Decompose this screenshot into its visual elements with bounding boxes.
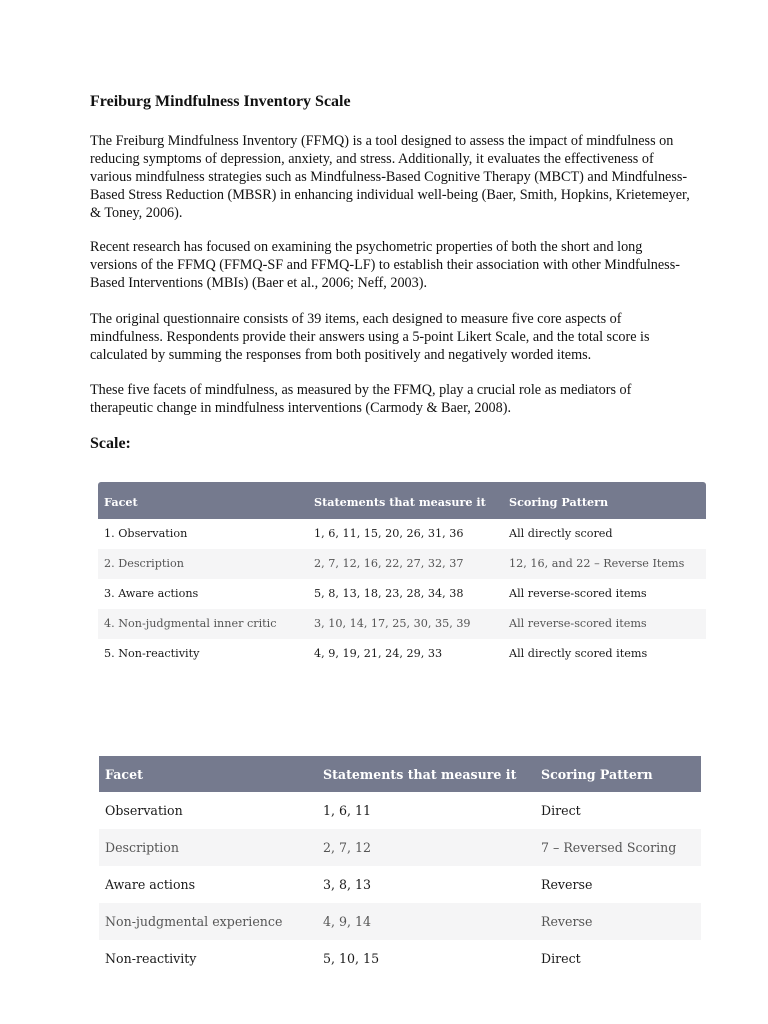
facet-cell: 3. Aware actions: [104, 587, 199, 600]
scale-table-long: [98, 482, 706, 669]
header-scoring: Scoring Pattern: [503, 482, 706, 519]
table-row: [99, 903, 701, 940]
scoring-cell: 7 – Reversed Scoring: [535, 829, 701, 866]
facet-cell: Aware actions: [105, 877, 196, 892]
scoring-cell: All directly scored items: [509, 647, 648, 660]
scoring-cell: All reverse-scored items: [509, 587, 647, 600]
scoring-cell: All reverse-scored items: [503, 609, 706, 639]
scoring-cell: All directly scored: [509, 527, 613, 540]
header-scoring: Scoring Pattern: [535, 756, 701, 792]
scoring-cell: Reverse: [541, 877, 593, 892]
facet-cell: Non-reactivity: [105, 951, 197, 966]
header-facet: Facet: [99, 756, 317, 792]
paragraph-facets: These five facets of mindfulness, as measured by the FFMQ, play a crucial role as mediators of therapeutic change in mindfulness interventions (Carmody & Baer, 2008).: [90, 382, 632, 416]
statements-cell: 5, 10, 15: [323, 951, 380, 966]
table-row: [98, 639, 706, 669]
statements-cell: 1, 6, 11, 15, 20, 26, 31, 36: [314, 527, 464, 540]
table-row: [99, 866, 701, 903]
statements-cell: 4, 9, 14: [317, 903, 535, 940]
scoring-cell: 12, 16, and 22 – Reverse Items: [503, 549, 706, 579]
paragraph-research: Recent research has focused on examining the psychometric properties of both the short and long versions of the FFMQ (FFMQ-SF and FFMQ-LF) to establish their association with other Mindfulness-Based Interventions (MBIs) (Baer et al., 2006; Neff, 2003).: [90, 239, 680, 291]
table-header-row: [98, 482, 706, 519]
header-statements: Statements that measure it: [317, 756, 535, 792]
scale-table-short: [99, 756, 701, 977]
table-row: [99, 940, 701, 977]
statements-cell: 2, 7, 12: [317, 829, 535, 866]
statements-cell: 2, 7, 12, 16, 22, 27, 32, 37: [308, 549, 503, 579]
statements-cell: 1, 6, 11: [323, 803, 372, 818]
table-row: [98, 579, 706, 609]
header-statements: Statements that measure it: [308, 482, 503, 519]
statements-cell: 3, 8, 13: [323, 877, 372, 892]
table-row: [99, 792, 701, 829]
table-row: [98, 519, 706, 549]
table-header-row: [99, 756, 701, 792]
table-row: [98, 549, 706, 579]
table-row: [99, 829, 701, 866]
scoring-cell: Direct: [541, 951, 581, 966]
facet-cell: Non-judgmental experience: [99, 903, 317, 940]
scoring-cell: Reverse: [535, 903, 701, 940]
paragraph-questionnaire: The original questionnaire consists of 39 items, each designed to measure five core aspects of mindfulness. Respondents provide their answers using a 5-point Likert Scale, and the total score is calculated by summing the responses from both positively and negatively worded items.: [90, 311, 650, 363]
statements-cell: 3, 10, 14, 17, 25, 30, 35, 39: [308, 609, 503, 639]
facet-cell: 2. Description: [98, 549, 308, 579]
facet-cell: 1. Observation: [104, 527, 188, 540]
header-facet: Facet: [98, 482, 308, 519]
facet-cell: Description: [99, 829, 317, 866]
statements-cell: 4, 9, 19, 21, 24, 29, 33: [314, 647, 443, 660]
scoring-cell: Direct: [541, 803, 581, 818]
table-row: [98, 609, 706, 639]
facet-cell: 5. Non-reactivity: [104, 647, 200, 660]
page-title: Freiburg Mindfulness Inventory Scale: [90, 93, 351, 110]
scale-heading: Scale:: [90, 435, 131, 452]
facet-cell: Observation: [105, 803, 183, 818]
statements-cell: 5, 8, 13, 18, 23, 28, 34, 38: [314, 587, 464, 600]
facet-cell: 4. Non-judgmental inner critic: [98, 609, 308, 639]
paragraph-intro: The Freiburg Mindfulness Inventory (FFMQ) is a tool designed to assess the impact of mindfulness on reducing symptoms of depression, anxiety, and stress. Additionally, it evaluates the effectiveness of various mindfulness strategies such as Mindfulness-Based Cognitive Therapy (MBCT) and Mindfulness-Based Stress Reduction (MBSR) in enhancing individual well-being (Baer, Smith, Hopkins, Krietemeyer, & Toney, 2006).: [90, 133, 690, 221]
